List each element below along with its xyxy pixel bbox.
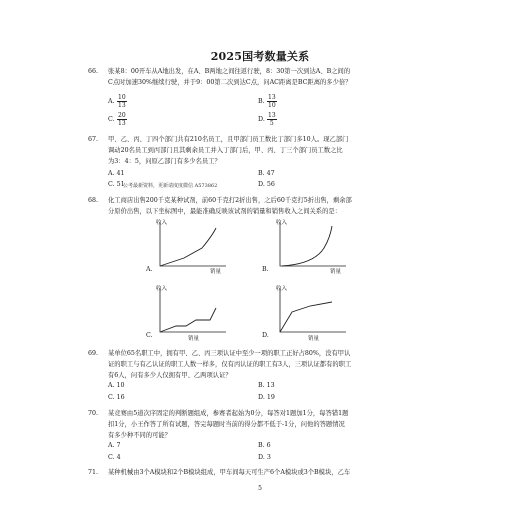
option-c[interactable]: C. 4	[108, 454, 121, 461]
option-d[interactable]: D. 56	[258, 181, 275, 188]
question-66	[88, 66, 408, 88]
curve-b	[282, 226, 332, 266]
curve-d	[280, 302, 332, 332]
graph-b	[270, 218, 350, 274]
question-line: 调动20名员工到丙部门且其剩余员工并入丁部门后，甲、丙、丁三个部门员工数之比	[108, 147, 343, 154]
numerator: 20	[118, 112, 126, 119]
question-line: 证的职工与有乙认证的职工人数一样多，仅有丙认证的职工有3人，三项认证都有的职工	[108, 361, 352, 368]
question-line: 某竞赛由5道次序固定的判断题组成，参赛者起始为0分，每答对1题加1分，每答错1题	[108, 410, 349, 417]
watermark-text: 公考最新资料，更新请度度微信 A573862	[123, 183, 218, 189]
option-d[interactable]: D. 19	[258, 394, 275, 401]
question-line: 甲、乙、丙、丁四个部门共有210名员工，且甲部门员工数比丁部门多10人。现乙部门	[108, 136, 349, 143]
option-b-fraction	[267, 94, 277, 109]
option-a[interactable]: A. 10	[108, 382, 125, 389]
denominator: 5	[269, 120, 274, 127]
option-b[interactable]: B. 47	[258, 170, 275, 177]
option-c-label[interactable]: C.	[108, 116, 115, 123]
graph-option-d[interactable]: D.	[262, 332, 269, 339]
option-c-fraction	[117, 112, 127, 127]
curve-a	[160, 228, 216, 266]
question-number: 70.	[88, 410, 99, 417]
question-70	[88, 408, 408, 441]
question-number: 66.	[88, 68, 99, 75]
graph-d	[270, 284, 350, 340]
question-number: 69.	[88, 350, 99, 357]
question-number: 68.	[88, 197, 99, 204]
axes	[280, 288, 346, 332]
axes	[160, 288, 226, 332]
question-number: 71.	[88, 469, 99, 476]
question-line: 扣1分，小王作答了所有试题，答完每题时当前的得分都不低于-1分，问他的答题情况	[108, 421, 345, 428]
option-a-fraction	[117, 94, 127, 109]
option-a[interactable]: A. 7	[108, 442, 121, 449]
graph-c	[150, 284, 230, 340]
question-line: C点时加速30%继续行驶，并于9：00第二次到达C点，问AC距离是BC距离的多少倍？	[108, 79, 352, 86]
numerator: 13	[268, 94, 276, 101]
question-line: 化工商店出售200千克某种试剂，前60千克打2折出售，之后60千克打5折出售，剩余部	[108, 197, 352, 204]
y-axis-label: 收入	[156, 286, 168, 292]
denominator: 13	[118, 102, 126, 109]
option-c[interactable]: C. 51	[108, 181, 125, 188]
numerator: 10	[118, 94, 126, 101]
option-b[interactable]: B. 13	[258, 382, 275, 389]
option-a-label[interactable]: A.	[108, 98, 115, 105]
option-b[interactable]: B. 6	[258, 442, 271, 449]
question-68	[88, 195, 408, 217]
x-axis-label: 销量	[188, 336, 200, 342]
option-d-fraction	[267, 112, 277, 127]
question-line: 有多少种不同的可能？	[108, 432, 171, 439]
question-67	[88, 134, 408, 167]
option-d[interactable]: D. 3	[258, 454, 271, 461]
numerator: 13	[268, 112, 276, 119]
x-axis-label: 销量	[210, 269, 222, 275]
x-axis-label: 销量	[330, 269, 342, 275]
graph-option-b[interactable]: B.	[262, 266, 269, 273]
question-line: 为3：4：5，问原乙部门有多少名员工？	[108, 158, 221, 165]
axes	[280, 222, 346, 266]
question-69	[88, 348, 408, 381]
question-line: 张某8：00开车从A地出发，在A、B两地之间往返行驶，8：30第一次到达A、B之间的	[108, 68, 351, 75]
page-number: 5	[258, 485, 262, 492]
denominator: 10	[268, 102, 276, 109]
question-number: 67.	[88, 136, 99, 143]
y-axis-label: 收入	[156, 220, 168, 226]
question-line: 某种机械由3个A模块和2个B模块组成，甲车间每天可生产6个A模块或3个B模块，乙车	[108, 469, 351, 476]
graph-option-a[interactable]: A.	[146, 266, 153, 273]
y-axis-label: 收入	[276, 286, 288, 292]
question-71	[88, 467, 408, 478]
page-title: 2025国考数量关系	[210, 50, 310, 63]
option-d-label[interactable]: D.	[258, 116, 265, 123]
y-axis-label: 收入	[276, 220, 288, 226]
option-c[interactable]: C. 16	[108, 394, 125, 401]
graph-option-c[interactable]: C.	[146, 332, 153, 339]
graph-a	[150, 218, 230, 274]
question-line: 分原价出售，以下坐标图中，最能准确反映该试剂的销量和销售收入之间关系的是：	[108, 208, 341, 215]
denominator: 13	[118, 120, 126, 127]
curve-c	[160, 308, 216, 332]
question-line: 有6人，问有多少人仅拥有甲、乙两项认证？	[108, 372, 232, 379]
option-b-label[interactable]: B.	[258, 98, 265, 105]
question-line: 某单位65名职工中，拥有甲、乙、丙三项认证中至少一项的职工正好占80%，没有甲认	[108, 350, 351, 357]
x-axis-label: 销量	[308, 336, 320, 342]
option-a[interactable]: A. 41	[108, 170, 125, 177]
